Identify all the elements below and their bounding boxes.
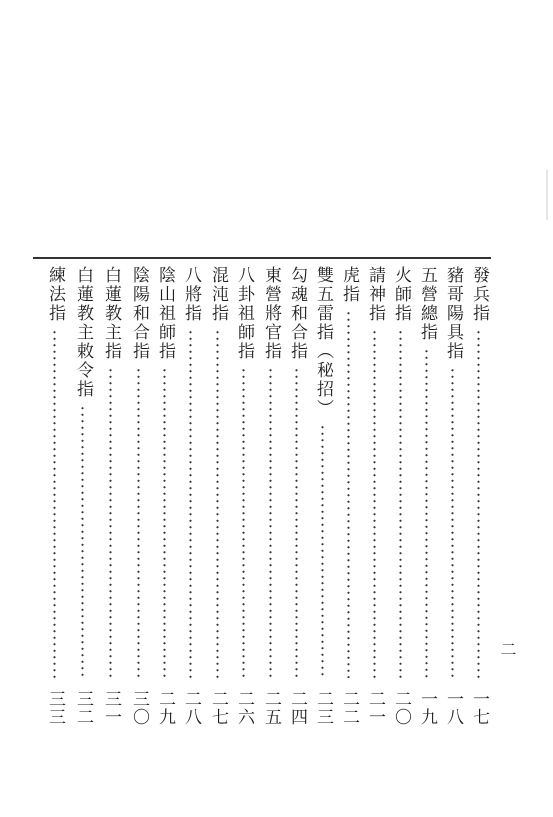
entry-page-number: 三二 [73, 690, 93, 726]
leader-dots [216, 329, 219, 678]
entry-page-number: 二五 [261, 690, 281, 726]
entry-page-number: 二七 [208, 690, 228, 726]
leader-dots [109, 367, 112, 678]
toc-entry [338, 266, 360, 736]
entry-title: 陰山祖師指 [155, 266, 175, 361]
entry-title: 混沌指 [208, 266, 228, 323]
entry-page-number: 一九 [417, 690, 437, 726]
leader-dots [451, 367, 454, 678]
toc-entry [207, 266, 229, 736]
entry-title: 勾魂和合指 [287, 266, 307, 361]
leader-dots [137, 367, 140, 678]
entry-page-number: 二一 [365, 690, 385, 726]
toc-entry [312, 266, 334, 736]
toc-entry [100, 266, 122, 736]
entry-page-number: 二八 [181, 690, 201, 726]
entry-page-number: 二二 [339, 690, 359, 726]
leader-dots [347, 310, 350, 678]
entry-title: 雙五雷指（秘招） [313, 266, 333, 418]
entry-title: 火師指 [391, 266, 411, 323]
leader-dots [295, 367, 298, 678]
entry-title: 八將指 [181, 266, 201, 323]
entry-title: 八卦祖師指 [234, 266, 254, 361]
leader-dots [477, 329, 480, 678]
toc-entry [180, 266, 202, 736]
leader-dots [321, 424, 324, 678]
leader-dots [53, 329, 56, 678]
leader-dots [189, 329, 192, 678]
toc-entry [390, 266, 412, 736]
entry-title: 練法指 [45, 266, 65, 323]
page-number: 二 [498, 641, 517, 657]
leader-dots [163, 367, 166, 678]
entry-page-number: 二四 [287, 690, 307, 726]
leader-dots [269, 367, 272, 678]
entry-title: 東營將官指 [261, 266, 281, 361]
toc-entry [233, 266, 255, 736]
entry-title: 請神指 [365, 266, 385, 323]
leader-dots [81, 405, 84, 678]
entry-page-number: 二〇 [391, 690, 411, 726]
toc-entry [154, 266, 176, 736]
leader-dots [425, 348, 428, 678]
toc-entry [286, 266, 308, 736]
entry-page-number: 三三 [45, 690, 65, 726]
entry-title: 白蓮教主指 [101, 266, 121, 361]
entry-page-number: 三一 [101, 690, 121, 726]
entry-title: 豬哥陽具指 [443, 266, 463, 361]
entry-title: 虎指 [339, 266, 359, 304]
toc-entry [364, 266, 386, 736]
toc-entry [442, 266, 464, 736]
page-edge-mark [546, 170, 548, 220]
leader-dots [399, 329, 402, 678]
toc-entry [260, 266, 282, 736]
top-rule [33, 257, 491, 259]
entry-title: 白蓮教主敕令指 [73, 266, 93, 399]
entry-title: 陰陽和合指 [129, 266, 149, 361]
entry-page-number: 三〇 [129, 690, 149, 726]
entry-page-number: 一八 [443, 690, 463, 726]
toc-entry [468, 266, 490, 736]
entry-page-number: 二九 [155, 690, 175, 726]
entry-page-number: 二三 [313, 690, 333, 726]
toc-entry [72, 266, 94, 736]
toc-entry [128, 266, 150, 736]
toc-entry [416, 266, 438, 736]
entry-page-number: 一七 [469, 690, 489, 726]
leader-dots [242, 367, 245, 678]
entry-title: 五營總指 [417, 266, 437, 342]
entry-title: 發兵指 [469, 266, 489, 323]
entry-page-number: 二六 [234, 690, 254, 726]
leader-dots [373, 329, 376, 678]
toc-entry [44, 266, 66, 736]
